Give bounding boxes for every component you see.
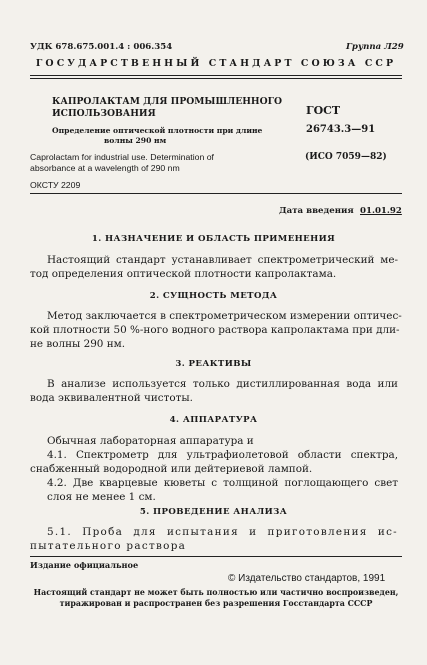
doc-title-line1: КАПРОЛАКТАМ ДЛЯ ПРОМЫШЛЕННОГО — [52, 96, 282, 107]
doc-subtitle-line2: волны 290 нм — [104, 136, 167, 145]
section-1-heading: 1. НАЗНАЧЕНИЕ И ОБЛАСТЬ ПРИМЕНЕНИЯ — [91, 234, 336, 244]
section-2-heading: 2. СУЩНОСТЬ МЕТОДА — [149, 291, 278, 301]
gost-number: 26743.3—91 — [306, 124, 376, 135]
section-1-line: Настоящий стандарт устанавливает спектрометрический ме- — [47, 254, 398, 266]
banner-rule-top — [30, 75, 402, 76]
intro-date-label: Дата введения — [279, 206, 354, 216]
standard-banner: ГОСУДАРСТВЕННЫЙ СТАНДАРТ СОЮЗА ССР — [35, 58, 397, 69]
section-1-body — [30, 253, 398, 281]
section-4-heading: 4. АППАРАТУРА — [169, 415, 258, 425]
intro-date-value: 01.01.92 — [360, 206, 402, 216]
section-5-line: 5.1. Проба для испытания и приготовления ис- — [47, 526, 398, 538]
section-2-body — [30, 309, 402, 351]
udk-code: УДК 678.675.001.4 : 006.354 — [30, 42, 173, 52]
publisher-copyright: © Издательство стандартов, 1991 — [228, 573, 386, 584]
gost-label: ГОСТ — [306, 104, 341, 117]
reproduction-notice-line2: тиражирован и распространен без разрешения Госстандарта СССР — [59, 599, 373, 608]
section-2-line: не волны 290 нм. — [30, 338, 126, 350]
section-5-body — [30, 525, 398, 553]
section-2-line: кой плотности 50 %-ного водного раствора капролактама при дли- — [30, 324, 400, 336]
section-4-body — [30, 434, 398, 504]
section-3-heading: 3. РЕАКТИВЫ — [175, 359, 252, 369]
section-4-line: снабженный водородной или дейтериевой лампой. — [30, 463, 313, 475]
section-3-body — [30, 377, 398, 405]
section-4-line: 4.1. Спектрометр для ультрафиолетовой области спектра, — [47, 449, 398, 461]
footer-rule — [30, 556, 402, 557]
official-edition-label: Издание официальное — [30, 560, 139, 570]
doc-title-line2: ИСПОЛЬЗОВАНИЯ — [52, 108, 156, 119]
section-3-line: вода эквивалентной чистоты. — [30, 392, 193, 404]
section-4-line: Обычная лабораторная аппаратура и — [47, 435, 254, 447]
section-1-line: тод определения оптической плотности капролактама. — [30, 268, 337, 280]
section-4-line: слоя не менее 1 см. — [47, 491, 156, 503]
title-block-rule — [30, 193, 402, 194]
banner-rule-bottom — [30, 78, 402, 79]
section-2-line: Метод заключается в спектрометрическом измерении оптичес- — [47, 310, 402, 322]
section-5-heading: 5. ПРОВЕДЕНИЕ АНАЛИЗА — [139, 507, 288, 517]
doc-subtitle-line1: Определение оптической плотности при длине — [52, 126, 263, 135]
iso-reference: (ИСО 7059—82) — [305, 152, 387, 162]
reproduction-notice-line1: Настоящий стандарт не может быть полностью или частично воспроизведен, — [33, 588, 399, 597]
english-title-line2: absorbance at a wavelength of 290 nm — [30, 163, 180, 173]
section-4-line: 4.2. Две кварцевые кюветы с толщиной поглощающего свет — [47, 477, 398, 489]
okstu-code: ОКСТУ 2209 — [30, 180, 81, 190]
section-5-line: пытательного раствора — [30, 540, 187, 552]
section-3-line: В анализе используется только дистиллированная вода или — [47, 378, 398, 390]
group-code: Группа Л29 — [346, 42, 404, 52]
english-title-line1: Caprolactam for industrial use. Determination of — [30, 152, 214, 162]
